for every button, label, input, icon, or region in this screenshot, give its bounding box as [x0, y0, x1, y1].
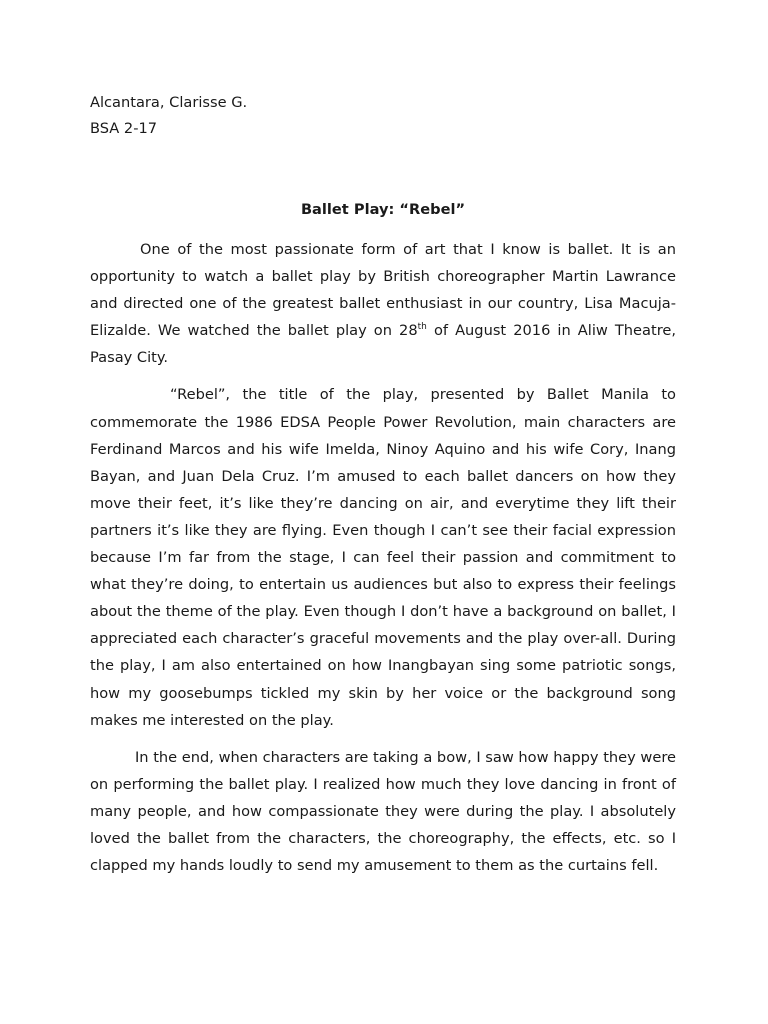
paragraph-1 — [90, 236, 676, 371]
document-page — [90, 90, 676, 875]
paragraph-1-text-b: of August 2016 in Aliw Theatre, Pasay City. — [90, 322, 676, 367]
document-title: Ballet Play: “Rebel” — [300, 201, 466, 218]
paragraph-3: In the end, when characters are taking a bow, I saw how happy they were on performing the ballet play. I realized how much they love dancing in front of many people, and how compassionate they were during the play. I absolutely loved the ballet from the characters, the choreography, the effects, etc. so I clapped my hands loudly to send my amusement to them as the curtains fell. — [90, 748, 676, 875]
author-section: BSA 2-17 — [90, 120, 158, 137]
ordinal-suffix: th — [417, 322, 427, 333]
paragraph-1-text-a: One of the most passionate form of art that I know is ballet. It is an opportunity to watch a ballet play by British choreographer Martin Lawrance and directed one of the greatest ballet enthusiast in our country, Lisa Macuja-Elizalde. We watched the ballet play on 28 — [90, 241, 676, 340]
document-body — [90, 236, 676, 889]
paragraph-2: “Rebel”, the title of the play, presented by Ballet Manila to commemorate the 1986 EDSA People Power Revolution, main characters are Ferdinand Marcos and his wife Imelda, Ninoy Aquino and his wife Cory, Inang Bayan, and Juan Dela Cruz. I’m amused to each ballet dancers on how they move their feet, it’s like they’re dancing on air, and everytime they lift their partners it’s like they are flying. Even though I can’t see their facial expression because I’m far from the stage, I can feel their passion and commitment to what they’re doing, to entertain us audiences but also to express their feelings about the theme of the play. Even though I don’t have a background on ballet, I appreciated each character’s graceful movements and the play over-all. During the play, I am also entertained on how Inangbayan sing some patriotic songs, how my goosebumps tickled my skin by her voice or the background song makes me interested on the play. — [90, 386, 676, 729]
author-name: Alcantara, Clarisse G. — [90, 94, 248, 111]
